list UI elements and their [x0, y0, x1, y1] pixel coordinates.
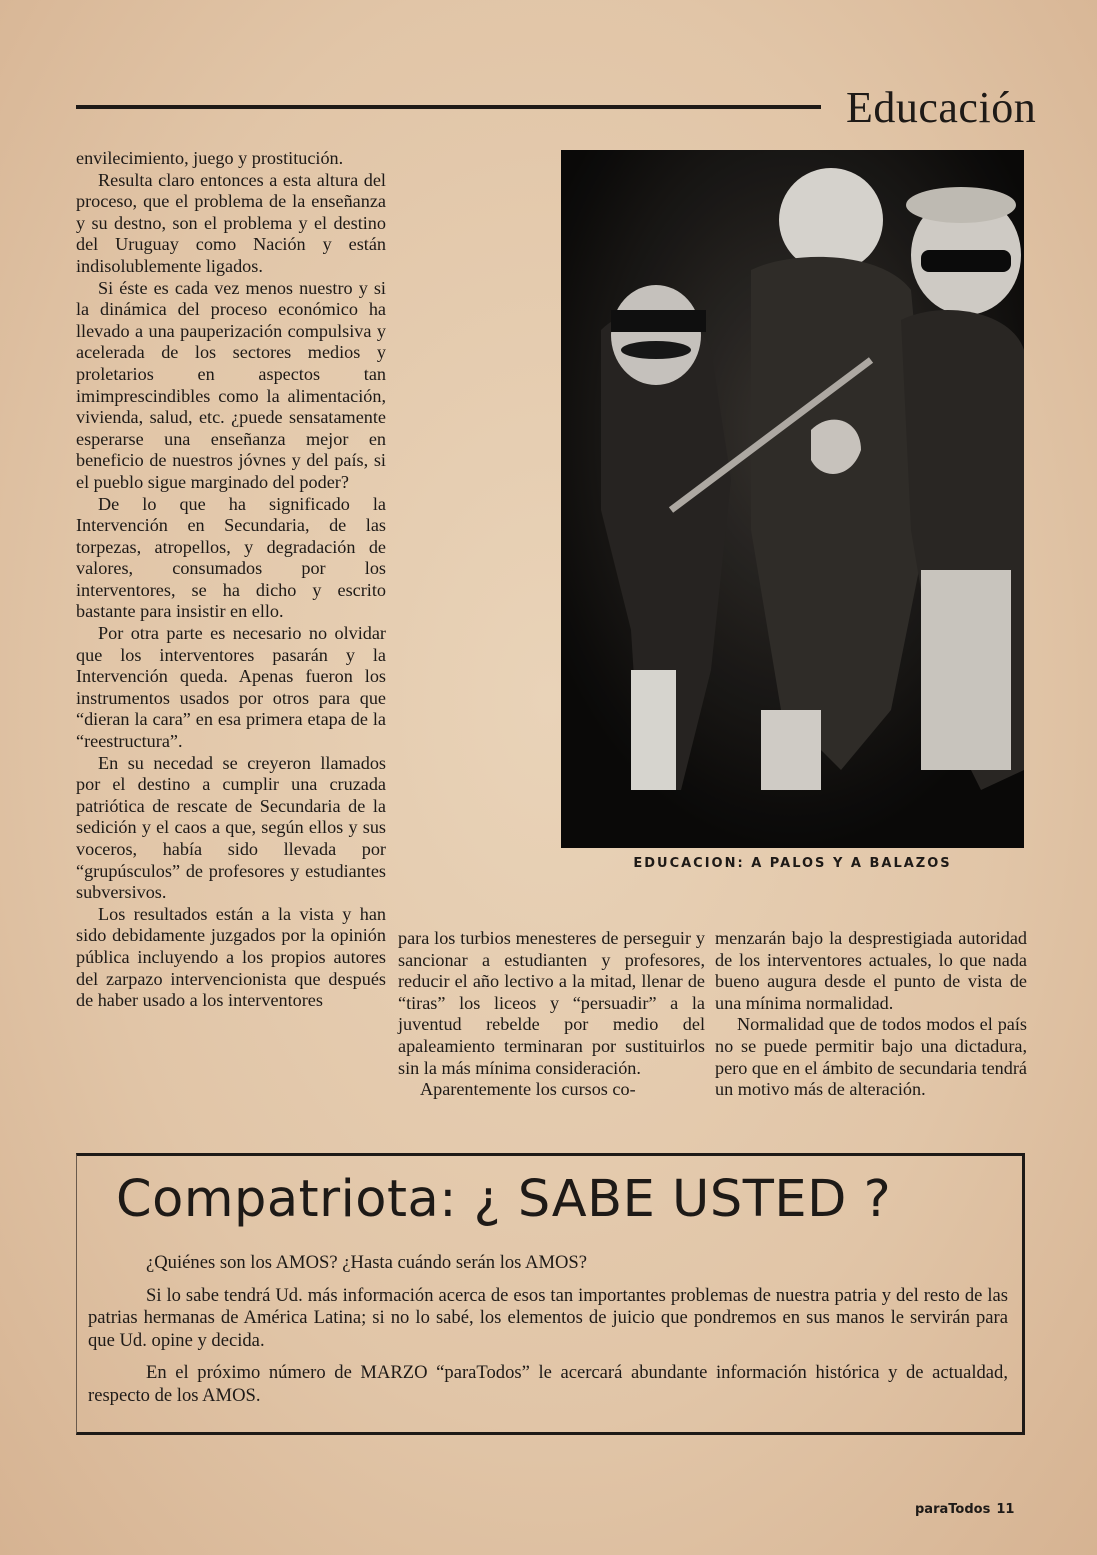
news-photo — [561, 150, 1024, 848]
paragraph: Normalidad que de todos modos el país no se puede permitir bajo una dictadura, pero que en el ámbito de secundaria tendrá un motivo más de alteración. — [715, 1014, 1027, 1100]
announcement-paragraph: Si lo sabe tendrá Ud. más información acerca de esos tan importantes problemas de nuestra patria y del resto de las patrias hermanas de América Latina; si no lo sabé, los elementos de juicio que pondremos en sus manos le servirán para que Ud. opine y decida. — [88, 1284, 1008, 1351]
page-number: 11 — [996, 1502, 1015, 1517]
paragraph: De lo que ha significado la Intervención en Secundaria, de las torpezas, atropellos, y degradación de valores, consumados por los interventores, se ha dicho y escrito bastante para insistir en ello. — [76, 493, 386, 622]
announcement-paragraph: En el próximo número de MARZO “paraTodos” le acercará abundante información histórica y de actualdad, respecto de los AMOS. — [88, 1362, 1008, 1406]
paragraph: Resulta claro entonces a esta altura del proceso, que el problema de la enseñanza y su destno, son el problema y el destino del Uruguay como Nación y están indisolublemente ligados. — [76, 169, 386, 276]
announcement-paragraph: ¿Quiénes son los AMOS? ¿Hasta cuándo serán los AMOS? — [146, 1252, 588, 1273]
section-title: Educación — [846, 83, 1037, 132]
article-column-1 — [76, 148, 386, 1012]
header-rule — [76, 105, 821, 109]
page-footer — [915, 1502, 1014, 1517]
paragraph: para los turbios menesteres de perseguir y sancionar a estudianten y profesores, reducir el año lectivo a la mitad, llenar de “tiras” los liceos y “persuadir” a la juventud rebelde por medio del apaleamiento terminaran por sustituirlos sin la más mínima consideración. — [398, 928, 705, 1078]
photo-caption: EDUCACION: A PALOS Y A BALAZOS — [633, 856, 952, 871]
article-column-2 — [398, 928, 705, 1101]
paragraph: envilecimiento, juego y prostitución. — [76, 148, 344, 168]
announcement-title: Compatriota: ¿ SABE USTED ? — [116, 1170, 892, 1229]
paragraph: Aparentemente los cursos co- — [420, 1079, 636, 1100]
paragraph: Si éste es cada vez menos nuestro y si la dinámica del proceso económico ha llevado a una pauperización compulsiva y acelerada de los sectores medios y proletarios en aspectos tan imimprescindibles como la alimentación, vivienda, salud, etc. ¿puede sensatamente esperarse una enseñanza mejor en beneficio de nuestros jóvnes y del país, si el pueblo sigue marginado del poder? — [76, 277, 386, 492]
paragraph: En su necedad se creyeron llamados por el destino a cumplir una cruzada patriótica de rescate de Secundaria de la sedición y el caos a que, según ellos y sus voceros, había sido llevada por “grupúsculos” de profesores y estudiantes subversivos. — [76, 752, 386, 903]
paragraph: Por otra parte es necesario no olvidar que los interventores pasarán y la Intervención queda. Apenas fueron los instrumentos usados por otros para que “dieran la cara” en esa primera etapa de la “reestructura”. — [76, 623, 386, 752]
publication-name: paraTodos — [915, 1502, 991, 1517]
paragraph: Los resultados están a la vista y han sido debidamente juzgados por la opinión pública incluyendo a los propios autores del zarpazo intervencionista que después de haber usado a los interventores — [76, 903, 386, 1011]
article-column-3 — [715, 928, 1027, 1101]
paragraph: menzarán bajo la desprestigiada autoridad de los interventores actuales, lo que nada bueno augura desde el punto de vista de una mínima normalidad. — [715, 928, 1027, 1013]
announcement-text — [88, 1252, 1008, 1417]
